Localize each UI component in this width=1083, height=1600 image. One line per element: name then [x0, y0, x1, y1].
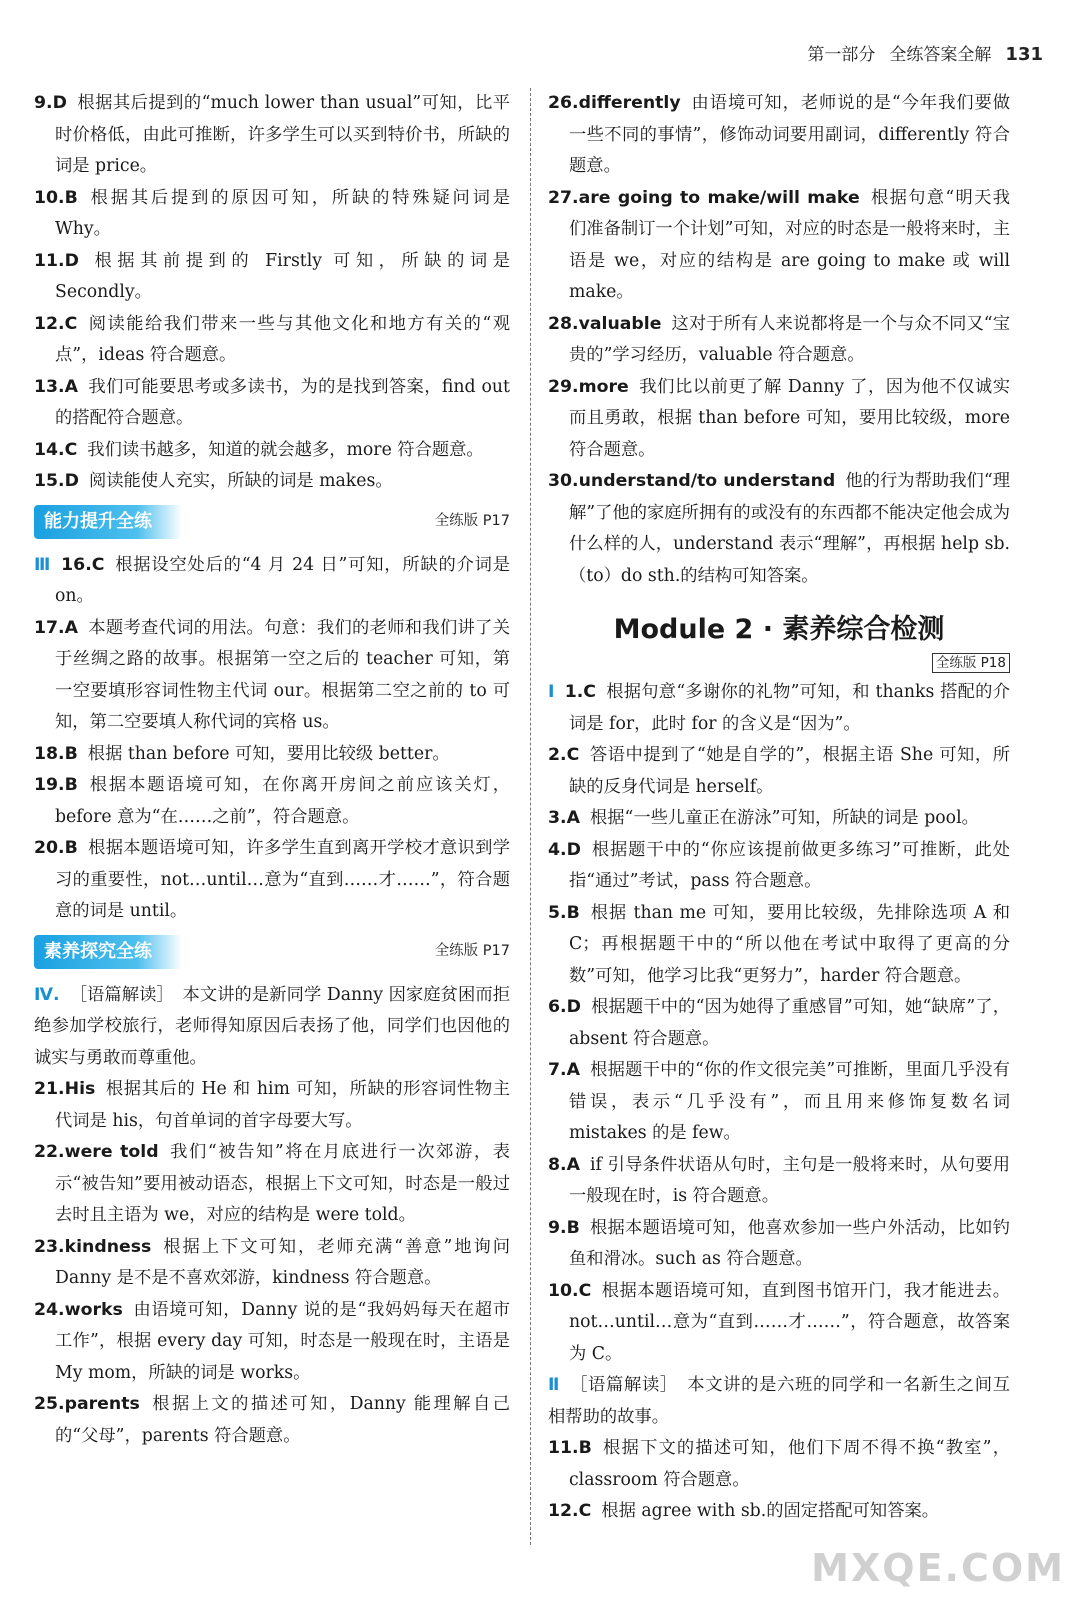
answer-number: 6.D: [548, 997, 581, 1017]
answer-list: [34, 88, 510, 498]
answer-item: [548, 1496, 1010, 1528]
answer-number: 1.C: [564, 682, 596, 702]
section-ref: 全练版 P17: [434, 512, 510, 529]
answer-item: [548, 740, 1010, 803]
section-ref: 全练版 P17: [434, 942, 510, 959]
answer-number: 12.C: [548, 1501, 592, 1521]
answer-item: [34, 246, 510, 309]
roman-numeral: Ⅳ.: [34, 984, 60, 1005]
passage-analysis: [548, 1370, 1010, 1433]
answer-item: [548, 1150, 1010, 1213]
answer-list: [548, 88, 1010, 592]
answer-explanation: 根据其后提到的原因可知，所缺的特殊疑问词是 Why。: [55, 187, 510, 239]
passage-text: ［语篇解读］ 本文讲的是六班的同学和一名新生之间互相帮助的故事。: [548, 1375, 1010, 1427]
right-column: [548, 88, 1010, 1528]
answer-number: 7.A: [548, 1060, 580, 1080]
passage-text: ［语篇解读］ 本文讲的是新同学 Danny 因家庭贫困而拒绝参加学校旅行，老师得知原因后表扬了他，同学们也因他的诚实与勇敢而尊重他。: [34, 984, 510, 1068]
answer-explanation: 本题考查代词的用法。句意：我们的老师和我们讲了关于丝绸之路的故事。根据第一空之后的 teacher 可知，第一空要填形容词性物主代词 our。根据第二空之前的 to 可知，第二空要填人称代词的宾格 us。: [55, 617, 510, 732]
answer-number: 28.valuable: [548, 313, 662, 334]
answer-item: [34, 1074, 510, 1137]
answer-number: 11.B: [548, 1438, 592, 1458]
page-number: 131: [1005, 44, 1043, 65]
answer-number: 23.kindness: [34, 1236, 152, 1257]
answer-explanation: 根据本题语境可知，在你离开房间之前应该关灯，before 意为“在……之前”，符合题意。: [55, 775, 510, 827]
answer-item: [34, 372, 510, 435]
answer-number: 29.more: [548, 376, 629, 397]
answer-explanation: 根据其后的 He 和 him 可知，所缺的形容词性物主代词是 his，句首单词的首字母要大写。: [55, 1079, 510, 1131]
answer-item: [34, 309, 510, 372]
answer-explanation: 根据本题语境可知，他喜欢参加一些户外活动，比如钓鱼和滑冰。such as 符合题意。: [569, 1217, 1010, 1269]
header-title: 全练答案全解: [889, 45, 992, 65]
left-column: [34, 88, 510, 1452]
answer-item: [548, 898, 1010, 993]
section-header: [34, 934, 510, 970]
answer-explanation: 阅读能给我们带来一些与其他文化和地方有关的“观点”，ideas 符合题意。: [55, 313, 510, 365]
answer-item: [34, 770, 510, 833]
answer-item: [34, 183, 510, 246]
answer-number: 4.D: [548, 839, 581, 860]
answer-item: [34, 88, 510, 183]
answer-number: 5.B: [548, 902, 580, 923]
section-badge: 能力提升全练: [34, 505, 182, 539]
answer-item: [34, 466, 510, 498]
answer-explanation: if 引导条件状语从句时，主句是一般将来时，从句要用一般现在时，is 符合题意。: [569, 1154, 1010, 1206]
answer-explanation: 根据句意“明天我们准备制订一个计划”可知，对应的时态是一般将来时，主语是 we，对应的结构是 are going to make 或 will make。: [569, 187, 1010, 302]
section-header: [34, 504, 510, 540]
answer-number: 24.works: [34, 1299, 123, 1320]
answer-explanation: 根据 than me 可知，要用比较级，先排除选项 A 和 C；再根据题干中的“所以他在考试中取得了更高的分数”可知，他学习比我“更努力”，harder 符合题意。: [569, 902, 1010, 986]
answer-list: [34, 550, 510, 928]
answer-explanation: 根据 than before 可知，要用比较级 better。: [87, 743, 450, 764]
answer-explanation: 我们“被告知”将在月底进行一次郊游，表示“被告知”要用被动语态，根据上下文可知，时态是一般过去时且主语为 we，对应的结构是 were told。: [55, 1142, 510, 1225]
answer-item: [548, 835, 1010, 898]
answer-explanation: 阅读能使人充实，所缺的词是 makes。: [88, 471, 393, 491]
answer-explanation: 根据题干中的“你的作文很完美”可推断，里面几乎没有错误，表示“几乎没有”，而且用来修饰复数名词 mistakes 的是 few。: [569, 1060, 1010, 1143]
roman-numeral: Ⅲ: [34, 554, 52, 575]
answer-number: 10.C: [548, 1280, 592, 1301]
answer-number: 19.B: [34, 775, 78, 795]
answer-item: [34, 833, 510, 928]
answer-number: 14.C: [34, 439, 78, 460]
answer-item: [548, 1276, 1010, 1371]
section-badge: 素养探究全练: [34, 935, 182, 969]
answer-item: [548, 803, 1010, 835]
answer-number: 20.B: [34, 838, 78, 858]
answer-explanation: 根据其前提到的 Firstly 可知，所缺的词是 Secondly。: [55, 250, 510, 302]
answer-explanation: 根据本题语境可知，许多学生直到离开学校才意识到学习的重要性，not…until…意为“直到……才……”，符合题意的词是 until。: [55, 838, 510, 921]
answer-number: 2.C: [548, 745, 580, 765]
answer-explanation: 根据“一些儿童正在游泳”可知，所缺的词是 pool。: [589, 808, 979, 828]
answer-number: 16.C: [61, 554, 105, 575]
answer-explanation: 根据题干中的“因为她得了重感冒”可知，她“缺席”了，absent 符合题意。: [569, 997, 1010, 1049]
answer-item: [34, 739, 510, 771]
roman-numeral: Ⅰ: [548, 682, 555, 702]
answer-number: 11.D: [34, 250, 79, 271]
answer-item: [34, 550, 510, 613]
answer-explanation: 答语中提到了“她是自学的”，根据主语 She 可知，所缺的反身代词是 herself。: [569, 745, 1010, 797]
answer-number: 17.A: [34, 617, 78, 638]
answer-list: [548, 677, 1010, 1370]
page-header: [807, 40, 1043, 65]
answer-item: [34, 613, 510, 739]
answer-explanation: 我们读书越多，知道的就会越多，more 符合题意。: [87, 439, 484, 460]
answer-item: [34, 435, 510, 467]
answer-number: 22.were told: [34, 1142, 159, 1162]
answer-item: [548, 183, 1010, 309]
answer-explanation: 他的行为帮助我们“理解”了他的家庭所拥有的或没有的东西都不能决定他会成为什么样的人，understand 表示“理解”，再根据 help sb.（to）do sth.的结构可知答案。: [569, 471, 1010, 586]
answer-number: 21.His: [34, 1079, 96, 1099]
answer-explanation: 这对于所有人来说都将是一个与众不同又“宝贵的”学习经历，valuable 符合题意。: [569, 313, 1010, 365]
answer-explanation: 根据设空处后的“4 月 24 日”可知，所缺的介词是 on。: [55, 554, 511, 606]
answer-number: 13.A: [34, 376, 78, 397]
answer-number: 26.differently: [548, 93, 681, 113]
answer-explanation: 由语境可知，Danny 说的是“我妈妈每天在超市工作”，根据 every day 可知，时态是一般现在时，主语是 My mom，所缺的词是 works。: [55, 1299, 510, 1383]
answer-number: 9.B: [548, 1217, 580, 1238]
answer-item: [34, 1232, 510, 1295]
answer-item: [34, 1137, 510, 1232]
answer-explanation: 根据上文的描述可知，Danny 能理解自己的“父母”，parents 符合题意。: [55, 1394, 510, 1446]
answer-item: [548, 1213, 1010, 1276]
watermark-logo: MXQE.COM: [811, 1546, 1065, 1590]
answer-number: 25.parents: [34, 1394, 140, 1414]
answer-list: [548, 1433, 1010, 1528]
answer-item: [548, 677, 1010, 740]
roman-numeral: Ⅱ: [548, 1375, 561, 1395]
answer-number: 18.B: [34, 743, 78, 764]
answer-number: 10.B: [34, 187, 78, 208]
answer-explanation: 根据下文的描述可知，他们下周不得不换“教室”，classroom 符合题意。: [569, 1438, 1010, 1490]
answer-number: 3.A: [548, 808, 580, 828]
answer-explanation: 根据题干中的“你应该提前做更多练习”可推断，此处指“通过”考试，pass 符合题意。: [569, 839, 1010, 891]
answer-number: 27.are going to make/will make: [548, 187, 860, 208]
answer-explanation: 根据其后提到的“much lower than usual”可知，比平时价格低，由此可推断，许多学生可以买到特价书，所缺的词是 price。: [55, 93, 510, 176]
module-ref-wrap: [548, 652, 1010, 673]
answer-explanation: 根据上下文可知，老师充满“善意”地询问 Danny 是不是不喜欢郊游，kindness 符合题意。: [55, 1236, 510, 1288]
answer-explanation: 根据句意“多谢你的礼物”可知，和 thanks 搭配的介词是 for，此时 for 的含义是“因为”。: [569, 682, 1010, 734]
header-section: 第一部分: [807, 45, 876, 65]
answer-item: [34, 1389, 510, 1452]
answer-number: 15.D: [34, 471, 79, 491]
answer-list: [34, 1074, 510, 1452]
answer-item: [548, 1433, 1010, 1496]
module-ref: 全练版 P18: [932, 653, 1010, 673]
answer-item: [548, 88, 1010, 183]
answer-explanation: 我们比以前更了解 Danny 了，因为他不仅诚实而且勇敢，根据 than before 可知，要用比较级，more 符合题意。: [569, 376, 1010, 460]
answer-explanation: 根据 agree with sb.的固定搭配可知答案。: [601, 1501, 940, 1521]
answer-number: 8.A: [548, 1154, 580, 1175]
column-divider: [530, 88, 531, 1545]
answer-explanation: 我们可能要思考或多读书，为的是找到答案，find out 的搭配符合题意。: [55, 376, 510, 428]
answer-explanation: 由语境可知，老师说的是“今年我们要做一些不同的事情”，修饰动词要用副词，differently 符合题意。: [569, 93, 1010, 176]
answer-number: 12.C: [34, 313, 78, 334]
passage-analysis: [34, 980, 510, 1075]
answer-item: [34, 1295, 510, 1390]
answer-item: [548, 466, 1010, 592]
answer-item: [548, 309, 1010, 372]
answer-item: [548, 992, 1010, 1055]
module-title: Module 2 · 素养综合检测: [613, 614, 945, 645]
answer-item: [548, 1055, 1010, 1150]
answer-number: 9.D: [34, 93, 67, 113]
answer-number: 30.understand/to understand: [548, 471, 836, 491]
answer-item: [548, 372, 1010, 467]
answer-explanation: 根据本题语境可知，直到图书馆开门，我才能进去。not…until…意为“直到……才……”，符合题意，故答案为 C。: [569, 1280, 1010, 1364]
